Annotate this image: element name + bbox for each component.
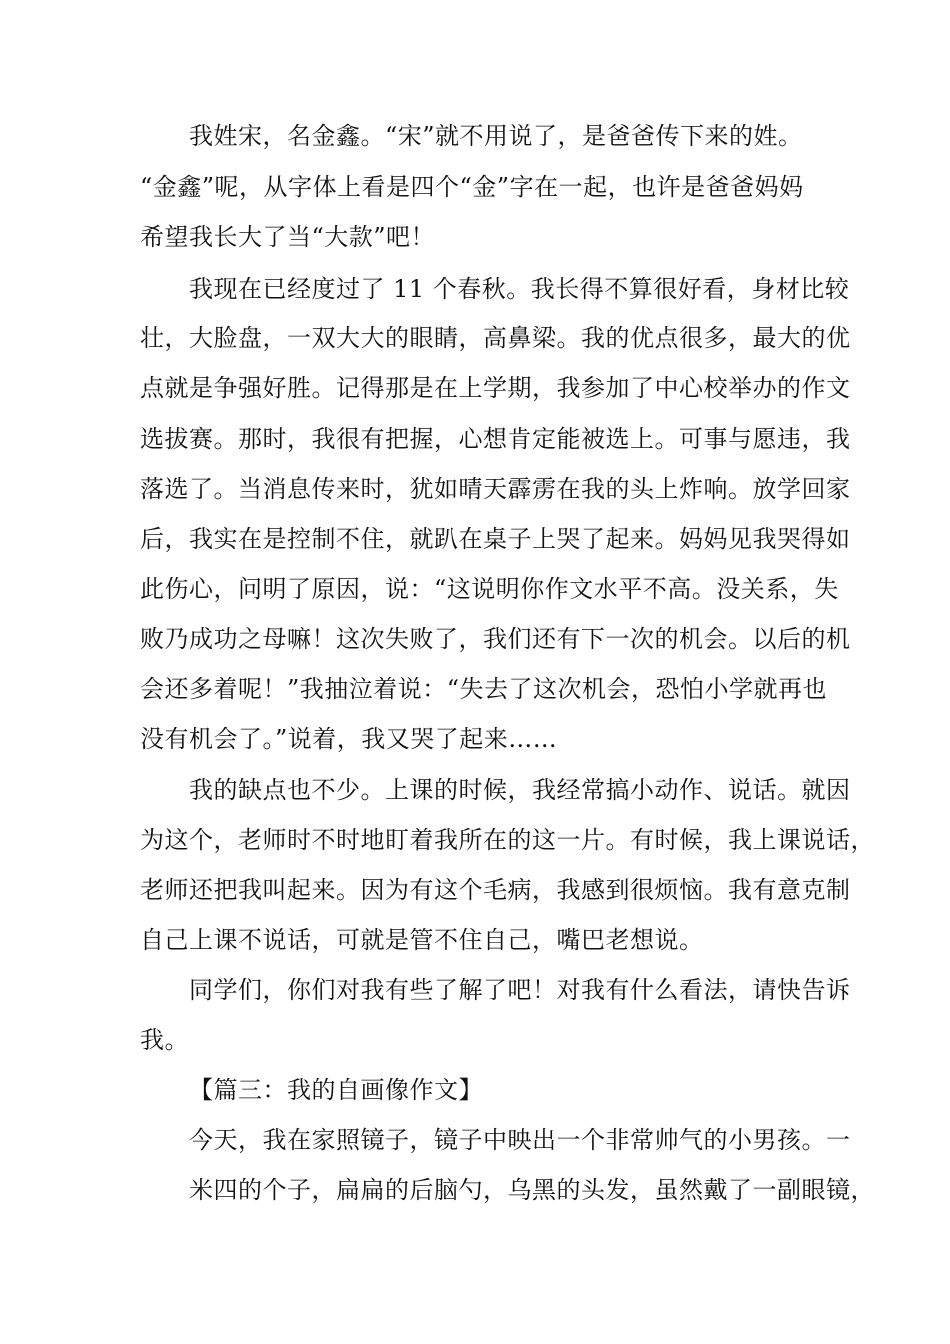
text-line: 今天，我在家照镜子，镜子中映出一个非常帅气的小男孩。一 (189, 1126, 851, 1154)
text-line: 没有机会了。”说着，我又哭了起来…… (140, 725, 558, 753)
text-line: 壮，大脸盘，一双大大的眼睛，高鼻梁。我的优点很多，最大的优 (140, 324, 851, 352)
text-line: 此伤心，问明了原因，说：“这说明你作文水平不高。没关系，失 (140, 575, 839, 603)
text-line: 为这个，老师时不时地盯着我所在的这一片。有时候，我上课说话， (140, 826, 875, 854)
text-line: 同学们，你们对我有些了解了吧！对我有什么看法，请快告诉 (189, 976, 851, 1004)
text-line: 点就是争强好胜。记得那是在上学期，我参加了中心校举办的作文 (140, 374, 851, 402)
text-line: 米四的个子，扁扁的后脑勺，乌黑的头发，虽然戴了一副眼镜， (189, 1176, 875, 1204)
text-line: “金鑫”呢，从字体上看是四个“金”字在一起，也许是爸爸妈妈 (140, 173, 804, 201)
text-line: 后，我实在是控制不住，就趴在桌子上哭了起来。妈妈见我哭得如 (140, 525, 851, 553)
text-line: 我。 (140, 1026, 189, 1054)
text-line: 希望我长大了当“大款”吧！ (140, 223, 436, 251)
text-line: 老师还把我叫起来。因为有这个毛病，我感到很烦恼。我有意克制 (140, 876, 851, 904)
text-line: 会还多着呢！”我抽泣着说：“失去了这次机会，恐怕小学就再也 (140, 675, 828, 703)
text-line: 选拔赛。那时，我很有把握，心想肯定能被选上。可事与愿违，我 (140, 425, 851, 453)
section-heading: 【篇三：我的自画像作文】 (189, 1076, 483, 1104)
text-line: 我姓宋，名金鑫。“宋”就不用说了，是爸爸传下来的姓。 (189, 122, 803, 150)
text-line: 落选了。当消息传来时，犹如晴天霹雳在我的头上炸响。放学回家 (140, 475, 851, 503)
text-line: 我的缺点也不少。上课的时候，我经常搞小动作、说话。就因 (189, 776, 851, 804)
text-line: 我现在已经度过了 11 个春秋。我长得不算很好看，身材比较 (189, 275, 850, 303)
text-line: 败乃成功之母嘛！这次失败了，我们还有下一次的机会。以后的机 (140, 625, 851, 653)
text-line: 自己上课不说话，可就是管不住自己，嘴巴老想说。 (140, 926, 704, 954)
